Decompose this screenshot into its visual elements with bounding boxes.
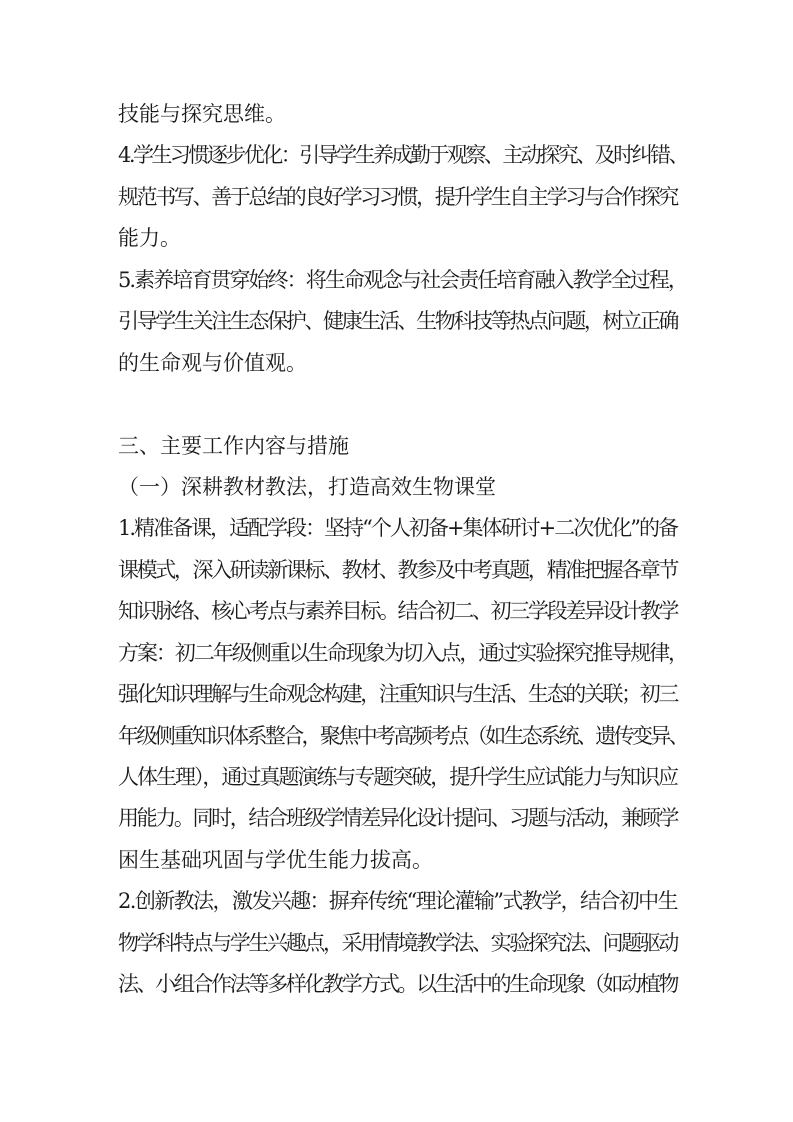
- text-line-content: 年级侧重知识体系整合，聚焦中考高频考点（如生态系统、遗传变异、: [118, 723, 687, 748]
- body-line: [118, 798, 677, 839]
- body-line: [118, 343, 677, 384]
- body-line: [118, 757, 677, 798]
- body-line: [118, 923, 677, 964]
- text-line-content: 能力。: [118, 226, 181, 251]
- body-line: [118, 591, 677, 632]
- body-line: [118, 964, 677, 1005]
- body-line: [118, 881, 677, 922]
- body-line: [118, 550, 677, 591]
- document-body: [118, 94, 687, 1006]
- text-line-content: 用能力。同时，结合班级学情差异化设计提问、习题与活动，兼顾学: [118, 806, 677, 831]
- body-line: [118, 301, 677, 342]
- body-line: [118, 135, 687, 176]
- text-line-content: 5.素养培育贯穿始终：将生命观念与社会责任培育融入教学全过程，: [118, 267, 687, 292]
- text-line-content: 强化知识理解与生命观念构建，注重知识与生活、生态的关联；初三: [118, 682, 677, 707]
- body-line: [118, 633, 687, 674]
- text-line-content: 困生基础巩固与学优生能力拔高。: [118, 847, 433, 872]
- body-line: [118, 508, 677, 549]
- body-line: [118, 674, 677, 715]
- text-line-content: 4.学生习惯逐步优化：引导学生养成勤于观察、主动探究、及时纠错、: [118, 143, 687, 168]
- text-line-content: 1.精准备课，适配学段：坚持“个人初备+集体研讨+二次优化”的备: [118, 516, 677, 541]
- text-line-content: 2.创新教法，激发兴趣：摒弃传统“理论灌输”式教学，结合初中生: [118, 889, 677, 914]
- text-line-content: 课模式，深入研读新课标、教材、教参及中考真题，精准把握各章节: [118, 557, 677, 582]
- text-line-content: 引导学生关注生态保护、健康生活、生物科技等热点问题，树立正确: [118, 309, 677, 334]
- text-line-content: 人体生理），通过真题演练与专题突破，提升学生应试能力与知识应: [118, 765, 677, 789]
- section-heading: [118, 426, 677, 467]
- text-line-content: 物学科特点与学生兴趣点，采用情境教学法、实验探究法、问题驱动: [118, 930, 677, 955]
- text-line-content: 知识脉络、核心考点与素养目标。结合初二、初三学段差异设计教学: [118, 599, 677, 624]
- text-line-content: 方案：初二年级侧重以生命现象为切入点，通过实验探究推导规律，: [118, 640, 687, 665]
- text-line-content: 法、小组合作法等多样化教学方式。以生活中的生命现象（如动植物: [118, 972, 677, 997]
- body-line: [118, 260, 687, 301]
- blank-line: [118, 384, 677, 425]
- text-line-content: （一）深耕教材教法，打造高效生物课堂: [118, 474, 496, 499]
- text-line-content: 的生命观与价值观。: [118, 350, 307, 375]
- body-line: [118, 716, 687, 757]
- body-line: [118, 840, 677, 881]
- body-line: [118, 94, 677, 135]
- subsection-heading: [118, 467, 677, 508]
- body-line: [118, 218, 677, 259]
- text-line-content: 三、主要工作内容与措施: [118, 433, 349, 458]
- text-line-content: 规范书写、善于总结的良好学习习惯，提升学生自主学习与合作探究: [118, 184, 677, 209]
- body-line: [118, 177, 677, 218]
- text-line-content: 技能与探究思维。: [118, 102, 286, 126]
